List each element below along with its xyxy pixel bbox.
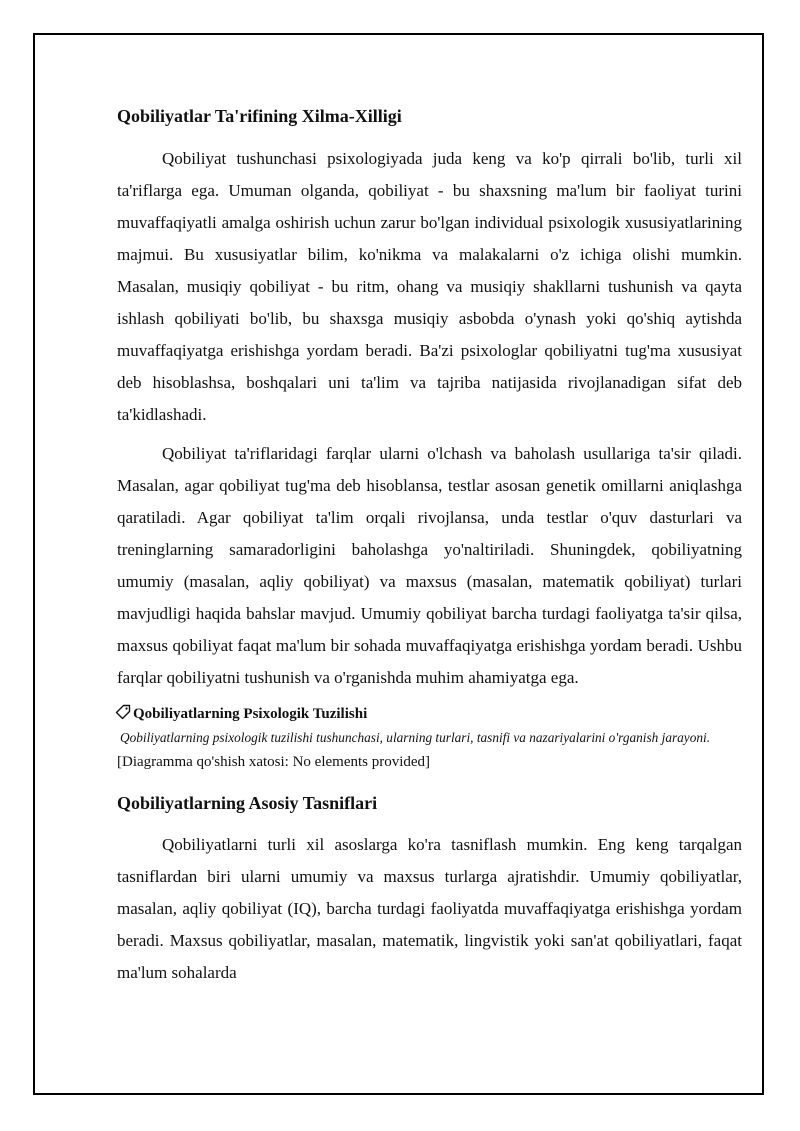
section-heading: Qobiliyatlarning Asosiy Tasniflari xyxy=(117,793,378,813)
diagram-title-row xyxy=(115,703,742,727)
paragraph: Qobiliyatlarni turli xil asoslarga ko'ra tasniflash mumkin. Eng keng tarqalgan tasniflardan biri ularni umumiy va maxsus turlarga ajratishdir. Umumiy qobiliyatlar, masalan, aqliy qobiliyat (IQ), barcha turdagi faoliyatda muvaffaqiyatga erishishga yordam beradi. Maxsus qobiliyatlar, masalan, matematik, lingvistik yoki san'at qobiliyatlari, faqat ma'lum sohalarda xyxy=(117,835,742,982)
paragraph: Qobiliyat tushunchasi psixologiyada juda keng va ko'p qirrali bo'lib, turli xil ta'riflarga ega. Umuman olganda, qobiliyat - bu shaxsning ma'lum bir faoliyat turini muvaffaqiyatli amalga oshirish uchun zarur bo'lgan individual psixologik xususiyatlarining majmui. Bu xususiyatlar bilim, ko'nikma va malakalarni o'z ichiga olishi mumkin. Masalan, musiqiy qobiliyat - bu ritm, ohang va musiqiy shakllarni tushunish va qayta ishlash qobiliyati bo'lib, bu shaxsga musiqiy asbobda o'ynash yoki qo'shiq aytishda muvaffaqiyatga erishishga yordam beradi. Ba'zi psixologlar qobiliyatni tug'ma xususiyat deb hisoblashsa, boshqalari uni ta'lim va tajriba natijasida rivojlanadigan sifat deb ta'kidlashadi. xyxy=(117,149,742,424)
tag-icon xyxy=(115,704,133,727)
section-heading: Qobiliyatlar Ta'rifining Xilma-Xilligi xyxy=(117,106,402,126)
diagram-error-message: [Diagramma qo'shish xatosi: No elements provided] xyxy=(117,754,431,770)
paragraph: Qobiliyat ta'riflaridagi farqlar ularni o'lchash va baholash usullariga ta'sir qiladi. Masalan, agar qobiliyat tug'ma deb hisoblansa, testlar asosan genetik omillarni aniqlashga qaratiladi. Agar qobiliyat ta'lim orqali rivojlansa, unda testlar o'quv dasturlari va treninglarning samaradorligini baholashga yo'naltiriladi. Shuningdek, qobiliyatning umumiy (masalan, aqliy qobiliyat) va maxsus (masalan, matematik qobiliyat) turlari mavjudligi haqida bahslar mavjud. Umumiy qobiliyat barcha turdagi faoliyatga ta'sir qilsa, maxsus qobiliyat faqat ma'lum bir sohada muvaffaqiyatga erishishga yordam beradi. Ushbu farqlar qobiliyatni tushunish va o'rganishda muhim ahamiyatga ega. xyxy=(117,444,742,687)
document-body xyxy=(117,96,742,996)
diagram-block xyxy=(117,703,742,774)
diagram-title: Qobiliyatlarning Psixologik Tuzilishi xyxy=(133,706,368,722)
diagram-caption: Qobiliyatlarning psixologik tuzilishi tushunchasi, ularning turlari, tasnifi va nazariyalarini o'rganish jarayoni. xyxy=(120,730,711,745)
